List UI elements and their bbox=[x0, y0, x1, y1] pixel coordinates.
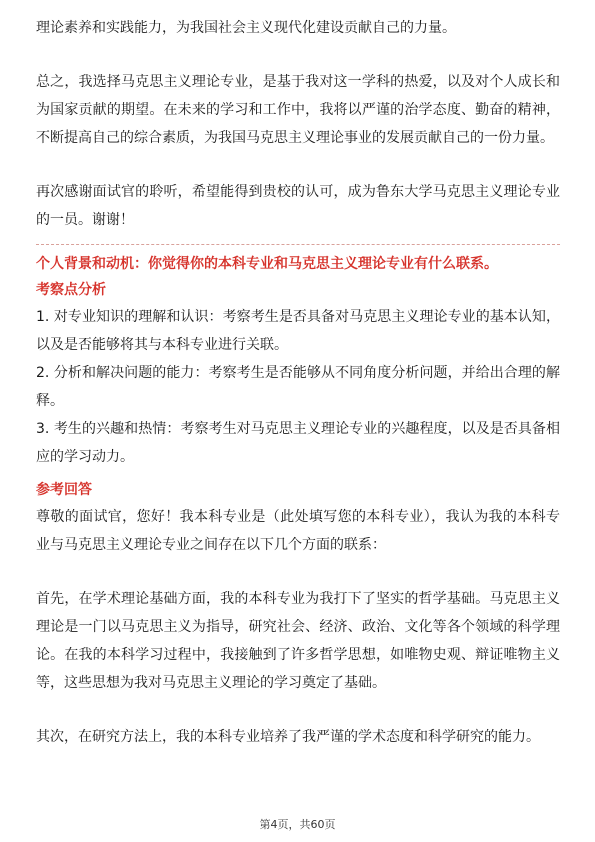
intro-tail-paragraph: 理论素养和实践能力，为我国社会主义现代化建设贡献自己的力量。 bbox=[36, 20, 456, 36]
document-page bbox=[36, 14, 560, 751]
answer-second-paragraph: 其次，在研究方法上，我的本科专业培养了我严谨的学术态度和科学研究的能力。 bbox=[36, 729, 540, 745]
spacer bbox=[36, 697, 560, 723]
page-footer: 第4页，共60页 bbox=[259, 818, 336, 831]
question-title: 个人背景和动机：你觉得你的本科专业和马克思主义理论专业有什么联系。 bbox=[36, 256, 498, 272]
spacer bbox=[36, 152, 560, 178]
thanks-paragraph: 再次感谢面试官的聆听，希望能得到贵校的认可，成为鲁东大学马克思主义理论专业的一员。谢谢！ bbox=[36, 184, 560, 228]
section-divider bbox=[36, 244, 560, 245]
analysis-item-3: 3. 考生的兴趣和热情：考察考生对马克思主义理论专业的兴趣程度，以及是否具备相应的学习动力。 bbox=[36, 421, 560, 465]
analysis-heading: 考察点分析 bbox=[36, 282, 106, 298]
spacer bbox=[36, 559, 560, 585]
answer-first-paragraph: 首先，在学术理论基础方面，我的本科专业为我打下了坚实的哲学基础。马克思主义理论是一门以马克思主义为指导，研究社会、经济、政治、文化等各个领域的科学理论。在我的本科学习过程中，我接触到了许多哲学思想，如唯物史观、辩证唯物主义等，这些思想为我对马克思主义理论的学习奠定了基础。 bbox=[36, 591, 560, 691]
analysis-item-1: 1. 对专业知识的理解和认识：考察考生是否具备对马克思主义理论专业的基本认知，以及是否能够将其与本科专业进行关联。 bbox=[36, 309, 560, 353]
spacer bbox=[36, 42, 560, 68]
answer-greeting-paragraph: 尊敬的面试官，您好！我本科专业是（此处填写您的本科专业），我认为我的本科专业与马克思主义理论专业之间存在以下几个方面的联系： bbox=[36, 509, 560, 553]
analysis-item-2: 2. 分析和解决问题的能力：考察考生是否能够从不同角度分析问题，并给出合理的解释。 bbox=[36, 365, 560, 409]
conclusion-paragraph: 总之，我选择马克思主义理论专业，是基于我对这一学科的热爱，以及对个人成长和为国家贡献的期望。在未来的学习和工作中，我将以严谨的治学态度、勤奋的精神，不断提高自己的综合素质，为我国马克思主义理论事业的发展贡献自己的一份力量。 bbox=[36, 74, 560, 146]
answer-heading: 参考回答 bbox=[36, 482, 92, 498]
